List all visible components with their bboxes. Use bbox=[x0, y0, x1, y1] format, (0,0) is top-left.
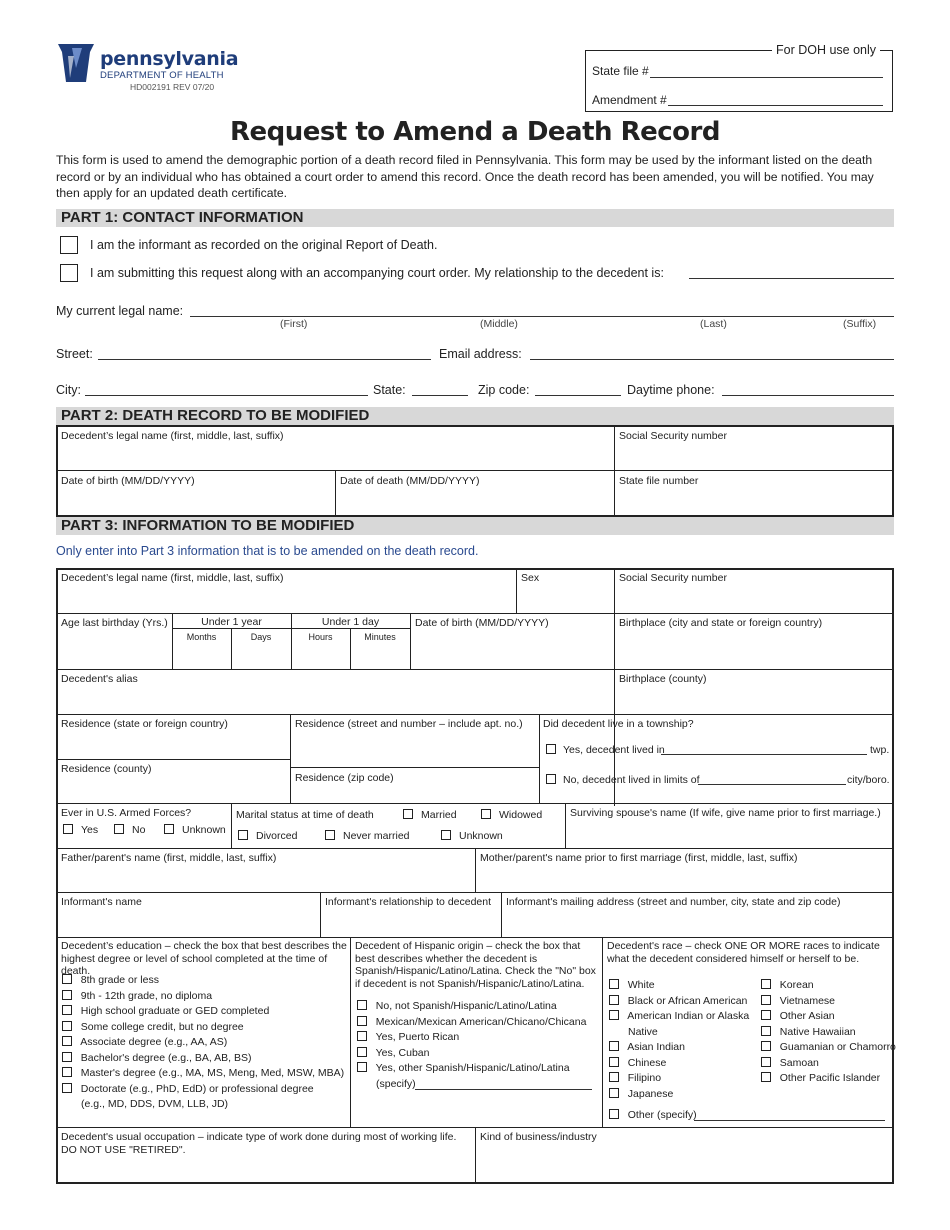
married-label: Married bbox=[421, 809, 457, 821]
township-yes-checkbox[interactable] bbox=[546, 744, 556, 754]
p3-legal-name-label: Decedent’s legal name (first, middle, last, suffix) bbox=[61, 572, 284, 584]
edu-checkbox[interactable] bbox=[62, 1083, 72, 1093]
p3-alias-label: Decedent's alias bbox=[61, 673, 138, 685]
race-option-label: Asian Indian bbox=[627, 1041, 685, 1053]
race-other-field[interactable] bbox=[694, 1120, 885, 1121]
keystone-logo-icon bbox=[56, 42, 96, 84]
race-checkbox[interactable] bbox=[761, 1057, 771, 1067]
edu-option-label: Some college credit, but no degree bbox=[80, 1020, 244, 1033]
edu-checkbox[interactable] bbox=[62, 990, 72, 1000]
race-checkbox[interactable] bbox=[609, 1088, 619, 1098]
race-option-label: Other Pacific Islander bbox=[779, 1072, 881, 1084]
race-other-label: Other (specify) bbox=[627, 1109, 697, 1121]
p3-age-label: Age last birthday (Yrs.) bbox=[61, 617, 168, 629]
divorced-label: Divorced bbox=[256, 830, 298, 842]
name-suffix-hint: (Suffix) bbox=[843, 318, 877, 330]
part3-note: Only enter into Part 3 information that is to be amended on the death record. bbox=[56, 544, 479, 558]
hispanic-checkbox[interactable] bbox=[357, 1016, 367, 1026]
p3-business-label: Kind of business/industry bbox=[480, 1131, 597, 1143]
township-name-field[interactable] bbox=[661, 754, 867, 755]
edu-checkbox[interactable] bbox=[62, 1021, 72, 1031]
edu-checkbox[interactable] bbox=[62, 1005, 72, 1015]
hispanic-checkbox[interactable] bbox=[357, 1047, 367, 1057]
ms-unknown-checkbox[interactable] bbox=[441, 830, 451, 840]
ms-unknown-label: Unknown bbox=[459, 830, 503, 842]
af-no-checkbox[interactable] bbox=[114, 824, 124, 834]
married-checkbox[interactable] bbox=[403, 809, 413, 819]
court-order-option-label: I am submitting this request along with an accompanying court order. My relationship to the decedent is: bbox=[90, 266, 664, 280]
p3-twp-label: twp. bbox=[870, 744, 890, 756]
p3-race-title: Decedent's race – check ONE OR MORE races to indicate what the decedent considered himself or herself to be. bbox=[607, 940, 880, 965]
hispanic-checkbox[interactable] bbox=[357, 1062, 367, 1072]
name-middle-hint: (Middle) bbox=[480, 318, 518, 330]
race-option-continuation: Native bbox=[628, 1025, 658, 1038]
race-checkbox[interactable] bbox=[609, 1057, 619, 1067]
hispanic-option-label: No, not Spanish/Hispanic/Latino/Latina bbox=[375, 1000, 557, 1012]
page-title: Request to Amend a Death Record bbox=[230, 117, 720, 147]
p3-informant-rel-label: Informant's relationship to decedent bbox=[325, 896, 492, 908]
hispanic-options bbox=[357, 1000, 586, 1090]
edu-checkbox[interactable] bbox=[62, 1036, 72, 1046]
af-unknown-label: Unknown bbox=[182, 824, 226, 836]
edu-option-label: 8th grade or less bbox=[80, 974, 159, 986]
hispanic-option-label: Yes, Puerto Rican bbox=[375, 1031, 460, 1043]
edu-option-label: 9th - 12th grade, no diploma bbox=[80, 989, 213, 1002]
p3-occupation-note: DO NOT USE "RETIRED". bbox=[61, 1144, 186, 1156]
race-checkbox[interactable] bbox=[761, 1041, 771, 1051]
p3-under-day-label: Under 1 day bbox=[321, 616, 380, 628]
p3-informant-addr-label: Informant's mailing address (street and number, city, state and zip code) bbox=[506, 896, 841, 908]
race-checkbox[interactable] bbox=[609, 979, 619, 989]
race-option-label: Black or African American bbox=[627, 994, 748, 1007]
p3-mother-label: Mother/parent's name prior to first marriage (first, middle, last, suffix) bbox=[480, 852, 798, 864]
race-other-row bbox=[609, 1109, 697, 1121]
p3-father-label: Father/parent's name (first, middle, last, suffix) bbox=[61, 852, 277, 864]
amendment-label: Amendment # bbox=[592, 93, 667, 107]
hispanic-checkbox[interactable] bbox=[357, 1000, 367, 1010]
p3-res-street-label: Residence (street and number – include apt. no.) bbox=[295, 718, 523, 730]
widowed-label: Widowed bbox=[499, 809, 543, 821]
p3-occupation-label: Decedent's usual occupation – indicate type of work done during most of working life. bbox=[61, 1131, 457, 1143]
intro-text: This form is used to amend the demographic portion of a death record filed in Pennsylvania. This form may be used by the informant listed on the death record or by an individual who has obtained a court order to amend this record. Once the death record has been amended, you will be notified. You may then apply for an updated death certificate. bbox=[56, 153, 874, 200]
p3-res-county-label: Residence (county) bbox=[61, 763, 152, 775]
informant-checkbox[interactable] bbox=[60, 236, 78, 254]
hispanic-option-label: Mexican/Mexican American/Chicano/Chicana bbox=[375, 1015, 587, 1028]
edu-option-label: Bachelor's degree (e.g., BA, AB, BS) bbox=[80, 1051, 252, 1064]
p3-under-year-label: Under 1 year bbox=[201, 616, 262, 628]
af-yes-checkbox[interactable] bbox=[63, 824, 73, 834]
p3-res-state-label: Residence (state or foreign country) bbox=[61, 718, 228, 730]
p3-marital-label: Marital status at time of death bbox=[236, 809, 374, 821]
email-field[interactable] bbox=[530, 359, 894, 360]
af-no-label: No bbox=[132, 824, 146, 836]
p2-legal-name-label: Decedent’s legal name (first, middle, last, suffix) bbox=[61, 430, 284, 442]
p3-hispanic-title: Decedent of Hispanic origin – check the box that best describes whether the decedent is Spanish/Hispanic/Latino/Latina. Check the "No" box if decedent is not Spanish/Hispanic/Latino/Latina. bbox=[355, 940, 596, 990]
race-checkbox[interactable] bbox=[761, 995, 771, 1005]
part2-heading: PART 2: DEATH RECORD TO BE MODIFIED bbox=[56, 407, 894, 425]
court-order-checkbox[interactable] bbox=[60, 264, 78, 282]
race-option-label: American Indian or Alaska bbox=[627, 1010, 750, 1022]
email-label: Email address: bbox=[439, 347, 522, 361]
never-married-label: Never married bbox=[343, 830, 410, 842]
race-option-label: Chinese bbox=[627, 1056, 667, 1069]
state-file-field[interactable] bbox=[650, 77, 883, 78]
p2-state-file-label: State file number bbox=[619, 475, 699, 487]
race-option-label: Samoan bbox=[779, 1056, 819, 1069]
race-option-label: Filipino bbox=[627, 1072, 662, 1084]
hispanic-option-label: Yes, Cuban bbox=[375, 1046, 430, 1059]
phone-label: Daytime phone: bbox=[627, 383, 715, 397]
p3-dob-label: Date of birth (MM/DD/YYYY) bbox=[415, 617, 549, 629]
state-label: State: bbox=[373, 383, 406, 397]
p3-birthplace-county-label: Birthplace (county) bbox=[619, 673, 707, 685]
edu-option-label: High school graduate or GED completed bbox=[80, 1005, 270, 1017]
street-label: Street: bbox=[56, 347, 93, 361]
af-yes-label: Yes bbox=[81, 824, 99, 836]
widowed-checkbox[interactable] bbox=[481, 809, 491, 819]
informant-option-label: I am the informant as recorded on the original Report of Death. bbox=[90, 238, 438, 252]
relationship-field[interactable] bbox=[689, 278, 894, 279]
street-field[interactable] bbox=[98, 359, 431, 360]
race-checkbox[interactable] bbox=[761, 979, 771, 989]
p3-hours-label: Hours bbox=[308, 632, 333, 642]
edu-checkbox[interactable] bbox=[62, 1067, 72, 1077]
doh-caption: For DOH use only bbox=[772, 43, 880, 57]
p2-dod-label: Date of death (MM/DD/YYYY) bbox=[340, 475, 480, 487]
race-option-label: Other Asian bbox=[779, 1010, 835, 1022]
p3-res-zip-label: Residence (zip code) bbox=[295, 772, 394, 784]
race-option-label: Native Hawaiian bbox=[779, 1025, 856, 1038]
p3-spouse-label: Surviving spouse's name (If wife, give name prior to first marriage.) bbox=[570, 807, 881, 819]
city-field[interactable] bbox=[85, 395, 368, 396]
logo-department: DEPARTMENT OF HEALTH bbox=[100, 70, 224, 81]
race-checkbox[interactable] bbox=[609, 995, 619, 1005]
divorced-checkbox[interactable] bbox=[238, 830, 248, 840]
never-married-checkbox[interactable] bbox=[325, 830, 335, 840]
edu-checkbox[interactable] bbox=[62, 974, 72, 984]
p3-minutes-label: Minutes bbox=[364, 632, 396, 642]
hispanic-checkbox[interactable] bbox=[357, 1031, 367, 1041]
logo-name: pennsylvania bbox=[100, 48, 239, 70]
edu-option-label: Doctorate (e.g., PhD, EdD) or professional degree bbox=[80, 1082, 314, 1095]
race-options-left bbox=[609, 979, 749, 1103]
edu-checkbox[interactable] bbox=[62, 1052, 72, 1062]
hispanic-option-label: Yes, other Spanish/Hispanic/Latino/Latina bbox=[375, 1062, 570, 1074]
phone-field[interactable] bbox=[722, 395, 894, 396]
p3-days-label: Days bbox=[250, 632, 272, 642]
race-checkbox[interactable] bbox=[761, 1072, 771, 1082]
p3-city-boro-label: city/boro. bbox=[847, 774, 890, 786]
p3-armed-forces-label: Ever in U.S. Armed Forces? bbox=[61, 807, 192, 819]
part3-heading: PART 3: INFORMATION TO BE MODIFIED bbox=[56, 517, 894, 535]
p3-informant-label: Informant's name bbox=[61, 896, 142, 908]
race-checkbox[interactable] bbox=[761, 1026, 771, 1036]
race-option-label: White bbox=[627, 979, 655, 991]
township-no-checkbox[interactable] bbox=[546, 774, 556, 784]
race-checkbox[interactable] bbox=[609, 1010, 619, 1020]
part1-heading: PART 1: CONTACT INFORMATION bbox=[56, 209, 894, 227]
edu-option-label: Master's degree (e.g., MA, MS, Meng, Med, MSW, MBA) bbox=[80, 1067, 345, 1079]
race-checkbox[interactable] bbox=[609, 1072, 619, 1082]
p3-township-no-label: No, decedent lived in limits of bbox=[563, 774, 700, 786]
p3-sex-label: Sex bbox=[521, 572, 540, 584]
race-options-right bbox=[761, 979, 896, 1088]
education-options bbox=[62, 974, 344, 1110]
zip-label: Zip code: bbox=[478, 383, 530, 397]
name-last-hint: (Last) bbox=[700, 318, 727, 330]
city-label: City: bbox=[56, 383, 81, 397]
hispanic-specify-label: (specify) bbox=[376, 1077, 416, 1090]
p3-months-label: Months bbox=[186, 632, 217, 642]
state-field[interactable] bbox=[412, 395, 468, 396]
legal-name-label: My current legal name: bbox=[56, 304, 184, 318]
p3-education-title: Decedent’s education – check the box that best describes the highest degree or level of school completed at the time of death. bbox=[61, 940, 347, 977]
zip-field[interactable] bbox=[535, 395, 621, 396]
p3-ssn-label: Social Security number bbox=[619, 572, 727, 584]
city-boro-field[interactable] bbox=[698, 784, 846, 785]
legal-name-field[interactable] bbox=[190, 316, 894, 317]
edu-option-label: Associate degree (e.g., AA, AS) bbox=[80, 1036, 228, 1048]
race-checkbox[interactable] bbox=[761, 1010, 771, 1020]
p3-township-question: Did decedent live in a township? bbox=[543, 718, 694, 730]
hispanic-specify-field[interactable] bbox=[415, 1089, 592, 1090]
edu-option-continuation: (e.g., MD, DDS, DVM, LLB, JD) bbox=[81, 1098, 229, 1110]
race-option-label: Guamanian or Chamorro bbox=[779, 1041, 896, 1053]
race-checkbox[interactable] bbox=[609, 1041, 619, 1051]
name-first-hint: (First) bbox=[280, 318, 308, 330]
amendment-field[interactable] bbox=[668, 105, 883, 106]
p3-birthplace-label: Birthplace (city and state or foreign country) bbox=[619, 617, 823, 629]
race-option-label: Vietnamese bbox=[779, 994, 836, 1007]
form-code: HD002191 REV 07/20 bbox=[130, 82, 215, 92]
race-option-label: Japanese bbox=[627, 1087, 674, 1100]
p3-township-yes-label: Yes, decedent lived in bbox=[563, 744, 665, 756]
p2-dob-label: Date of birth (MM/DD/YYYY) bbox=[61, 475, 195, 487]
race-option-label: Korean bbox=[779, 979, 814, 991]
p2-ssn-label: Social Security number bbox=[619, 430, 727, 442]
state-file-label: State file # bbox=[592, 64, 649, 78]
af-unknown-checkbox[interactable] bbox=[164, 824, 174, 834]
race-other-checkbox[interactable] bbox=[609, 1109, 619, 1119]
